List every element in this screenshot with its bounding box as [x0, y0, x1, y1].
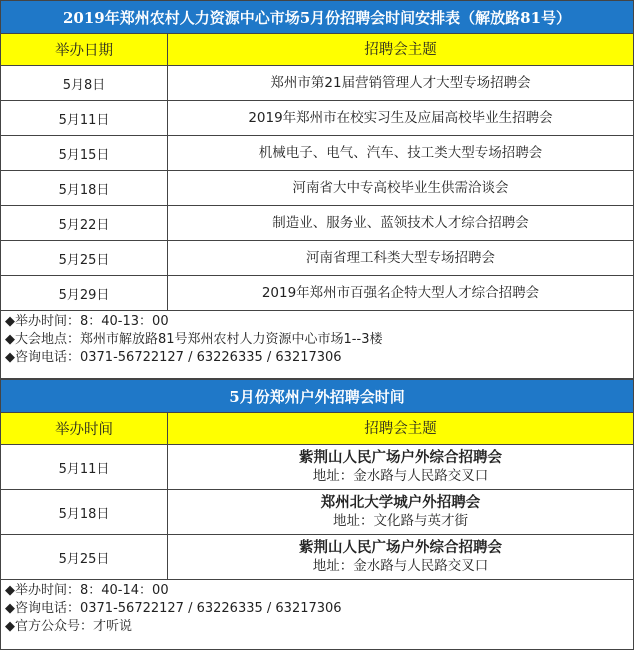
row-theme: 紫荆山人民广场户外综合招聘会 — [299, 450, 502, 466]
row-date: 5月18日 — [1, 171, 168, 205]
note-phone: ◆咨询电话：0371-56722127 / 63226335 / 63217306 — [5, 601, 342, 616]
row-date: 5月11日 — [1, 445, 168, 489]
section2-header-row — [1, 413, 633, 445]
row-theme-cell — [168, 535, 633, 579]
row-date: 5月8日 — [1, 66, 168, 100]
row-theme: 郑州北大学城户外招聘会 — [320, 495, 481, 511]
note-phone: ◆咨询电话：0371-56722127 / 63226335 / 63217306 — [5, 350, 342, 365]
table-row — [1, 490, 633, 535]
row-theme: 制造业、服务业、蓝领技术人才综合招聘会 — [272, 215, 529, 231]
header-theme: 招聘会主题 — [364, 41, 437, 58]
row-theme: 紫荆山人民广场户外综合招聘会 — [299, 540, 502, 556]
row-theme: 机械电子、电气、汽车、技工类大型专场招聘会 — [258, 145, 543, 161]
note-location: ◆大会地点：郑州市解放路81号郑州农村人力资源中心市场1--3楼 — [5, 332, 383, 347]
header-theme: 招聘会主题 — [364, 420, 437, 437]
table-row — [1, 445, 633, 490]
row-theme-cell — [168, 445, 633, 489]
note-time: ◆举办时间：8：40-14：00 — [5, 583, 169, 598]
row-theme: 2019年郑州市在校实习生及应届高校毕业生招聘会 — [248, 110, 553, 126]
section1-title: 2019年郑州农村人力资源中心市场5月份招聘会时间安排表（解放路81号） — [1, 0, 633, 34]
table-row — [1, 241, 633, 276]
section2-notes — [1, 580, 633, 650]
section2-title: 5月份郑州户外招聘会时间 — [1, 379, 633, 413]
section1-notes — [1, 311, 633, 379]
table-row — [1, 136, 633, 171]
row-date: 5月22日 — [1, 206, 168, 240]
row-date: 5月25日 — [1, 535, 168, 579]
table-row — [1, 171, 633, 206]
row-address: 地址：金水路与人民路交叉口 — [312, 558, 489, 574]
row-date: 5月29日 — [1, 276, 168, 310]
section1-header-row — [1, 34, 633, 66]
table-row — [1, 206, 633, 241]
row-date: 5月18日 — [1, 490, 168, 534]
header-date: 举办日期 — [1, 34, 168, 65]
note-time: ◆举办时间：8：40-13：00 — [5, 314, 169, 329]
row-date: 5月25日 — [1, 241, 168, 275]
row-theme-cell — [168, 490, 633, 534]
row-date: 5月11日 — [1, 101, 168, 135]
row-address: 地址：文化路与英才街 — [333, 513, 468, 529]
row-date: 5月15日 — [1, 136, 168, 170]
row-theme: 河南省理工科类大型专场招聘会 — [306, 250, 495, 266]
header-time: 举办时间 — [1, 413, 168, 444]
row-theme: 郑州市第21届营销管理人才大型专场招聘会 — [270, 75, 531, 91]
table-row — [1, 101, 633, 136]
note-wechat: ◆官方公众号：才听说 — [5, 619, 132, 634]
row-theme: 2019年郑州市百强名企特大型人才综合招聘会 — [261, 285, 540, 301]
table-row — [1, 535, 633, 580]
table-row — [1, 276, 633, 311]
row-theme: 河南省大中专高校毕业生供需洽谈会 — [292, 180, 509, 196]
row-address: 地址：金水路与人民路交叉口 — [312, 468, 489, 484]
table-row — [1, 66, 633, 101]
